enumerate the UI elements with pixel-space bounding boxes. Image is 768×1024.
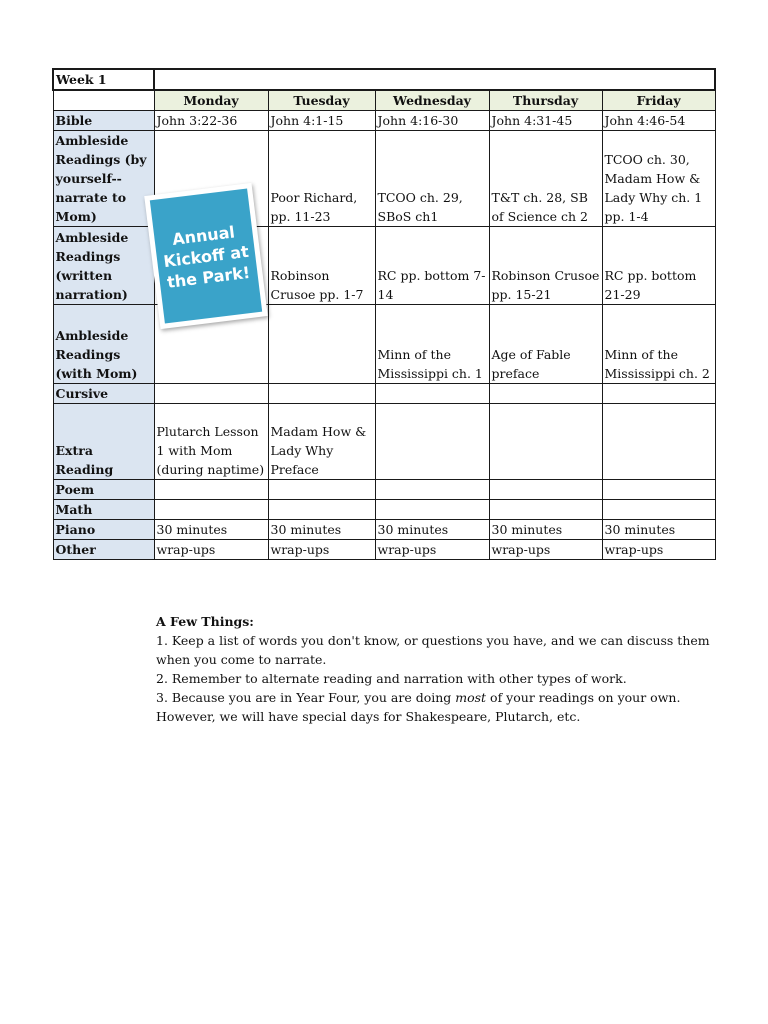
table-cell: wrap-ups xyxy=(154,540,268,560)
note-item-1: 1. Keep a list of words you don't know, or questions you have, and we can discuss them when you come to narrate. xyxy=(156,633,710,667)
table-cell xyxy=(268,480,375,500)
note-item-2: 2. Remember to alternate reading and narration with other types of work. xyxy=(156,671,627,686)
table-cell: 30 minutes xyxy=(268,520,375,540)
day-header-monday: Monday xyxy=(154,90,268,111)
row-label-ambleside-with-mom: Ambleside Readings (with Mom) xyxy=(53,305,154,384)
day-header-row xyxy=(53,90,715,111)
note-item-3 xyxy=(156,688,716,726)
table-cell: wrap-ups xyxy=(268,540,375,560)
table-cell: Minn of the Mississippi ch. 2 xyxy=(602,305,715,384)
table-cell xyxy=(489,384,602,404)
table-cell xyxy=(375,500,489,520)
table-cell: John 4:16-30 xyxy=(375,111,489,131)
table-cell xyxy=(375,384,489,404)
week-label: Week 1 xyxy=(53,69,154,90)
row-label-math: Math xyxy=(53,500,154,520)
notes-section xyxy=(156,612,716,726)
kickoff-sticker-text: Annual Kickoff at the Park! xyxy=(150,188,262,323)
row-label-bible: Bible xyxy=(53,111,154,131)
note-item-3-start: 3. Because you are in Year Four, you are doing xyxy=(156,690,456,705)
table-cell xyxy=(602,384,715,404)
table-cell: wrap-ups xyxy=(375,540,489,560)
table-cell: Madam How & Lady Why Preface xyxy=(268,404,375,480)
table-cell: John 4:46-54 xyxy=(602,111,715,131)
table-cell: RC pp. bottom 7-14 xyxy=(375,227,489,305)
table-cell: TCOO ch. 30, Madam How & Lady Why ch. 1 pp. 1-4 xyxy=(602,131,715,227)
table-cell: 30 minutes xyxy=(375,520,489,540)
table-cell xyxy=(602,480,715,500)
table-row xyxy=(53,384,715,404)
table-cell: 30 minutes xyxy=(489,520,602,540)
table-row xyxy=(53,520,715,540)
row-label-extra-reading: Extra Reading xyxy=(53,404,154,480)
kickoff-sticker xyxy=(144,183,268,329)
table-cell: John 4:31-45 xyxy=(489,111,602,131)
table-cell: Poor Richard, pp. 11-23 xyxy=(268,131,375,227)
row-label-piano: Piano xyxy=(53,520,154,540)
row-label-other: Other xyxy=(53,540,154,560)
corner-cell xyxy=(53,90,154,111)
day-header-friday: Friday xyxy=(602,90,715,111)
table-cell: Minn of the Mississippi ch. 1 xyxy=(375,305,489,384)
row-label-poem: Poem xyxy=(53,480,154,500)
notes-heading: A Few Things: xyxy=(156,614,254,629)
table-cell xyxy=(154,500,268,520)
table-row xyxy=(53,111,715,131)
note-item-3-end: of your readings on your own. However, we will have special days for Shakespeare, Plutarch, etc. xyxy=(156,690,681,724)
table-cell xyxy=(489,480,602,500)
table-cell: wrap-ups xyxy=(602,540,715,560)
table-cell: Plutarch Lesson 1 with Mom (during naptime) xyxy=(154,404,268,480)
row-label-ambleside-narrate: Ambleside Readings (by yourself--narrate to Mom) xyxy=(53,131,154,227)
weekly-schedule-table xyxy=(52,68,716,560)
table-cell xyxy=(268,500,375,520)
table-row xyxy=(53,404,715,480)
table-row xyxy=(53,305,715,384)
table-cell: RC pp. bottom 21-29 xyxy=(602,227,715,305)
table-cell xyxy=(268,305,375,384)
row-label-ambleside-written: Ambleside Readings (written narration) xyxy=(53,227,154,305)
table-row xyxy=(53,480,715,500)
table-cell xyxy=(154,480,268,500)
table-row xyxy=(53,540,715,560)
table-cell: John 3:22-36 xyxy=(154,111,268,131)
day-header-tuesday: Tuesday xyxy=(268,90,375,111)
table-cell xyxy=(602,500,715,520)
table-cell xyxy=(375,404,489,480)
table-cell: TCOO ch. 29, SBoS ch1 xyxy=(375,131,489,227)
note-item-3-emphasis: most xyxy=(455,690,487,705)
table-cell: 30 minutes xyxy=(154,520,268,540)
table-cell: Robinson Crusoe pp. 15-21 xyxy=(489,227,602,305)
table-cell xyxy=(489,404,602,480)
day-header-thursday: Thursday xyxy=(489,90,602,111)
week-blank-cell xyxy=(154,69,715,90)
table-cell xyxy=(154,384,268,404)
table-cell xyxy=(602,404,715,480)
table-cell: T&T ch. 28, SB of Science ch 2 xyxy=(489,131,602,227)
table-cell xyxy=(375,480,489,500)
table-cell: Age of Fable preface xyxy=(489,305,602,384)
table-cell xyxy=(489,500,602,520)
table-cell xyxy=(268,384,375,404)
table-cell: Robinson Crusoe pp. 1-7 xyxy=(268,227,375,305)
table-row xyxy=(53,500,715,520)
table-cell: wrap-ups xyxy=(489,540,602,560)
week-row xyxy=(53,69,715,90)
day-header-wednesday: Wednesday xyxy=(375,90,489,111)
table-cell: 30 minutes xyxy=(602,520,715,540)
row-label-cursive: Cursive xyxy=(53,384,154,404)
table-cell: John 4:1-15 xyxy=(268,111,375,131)
